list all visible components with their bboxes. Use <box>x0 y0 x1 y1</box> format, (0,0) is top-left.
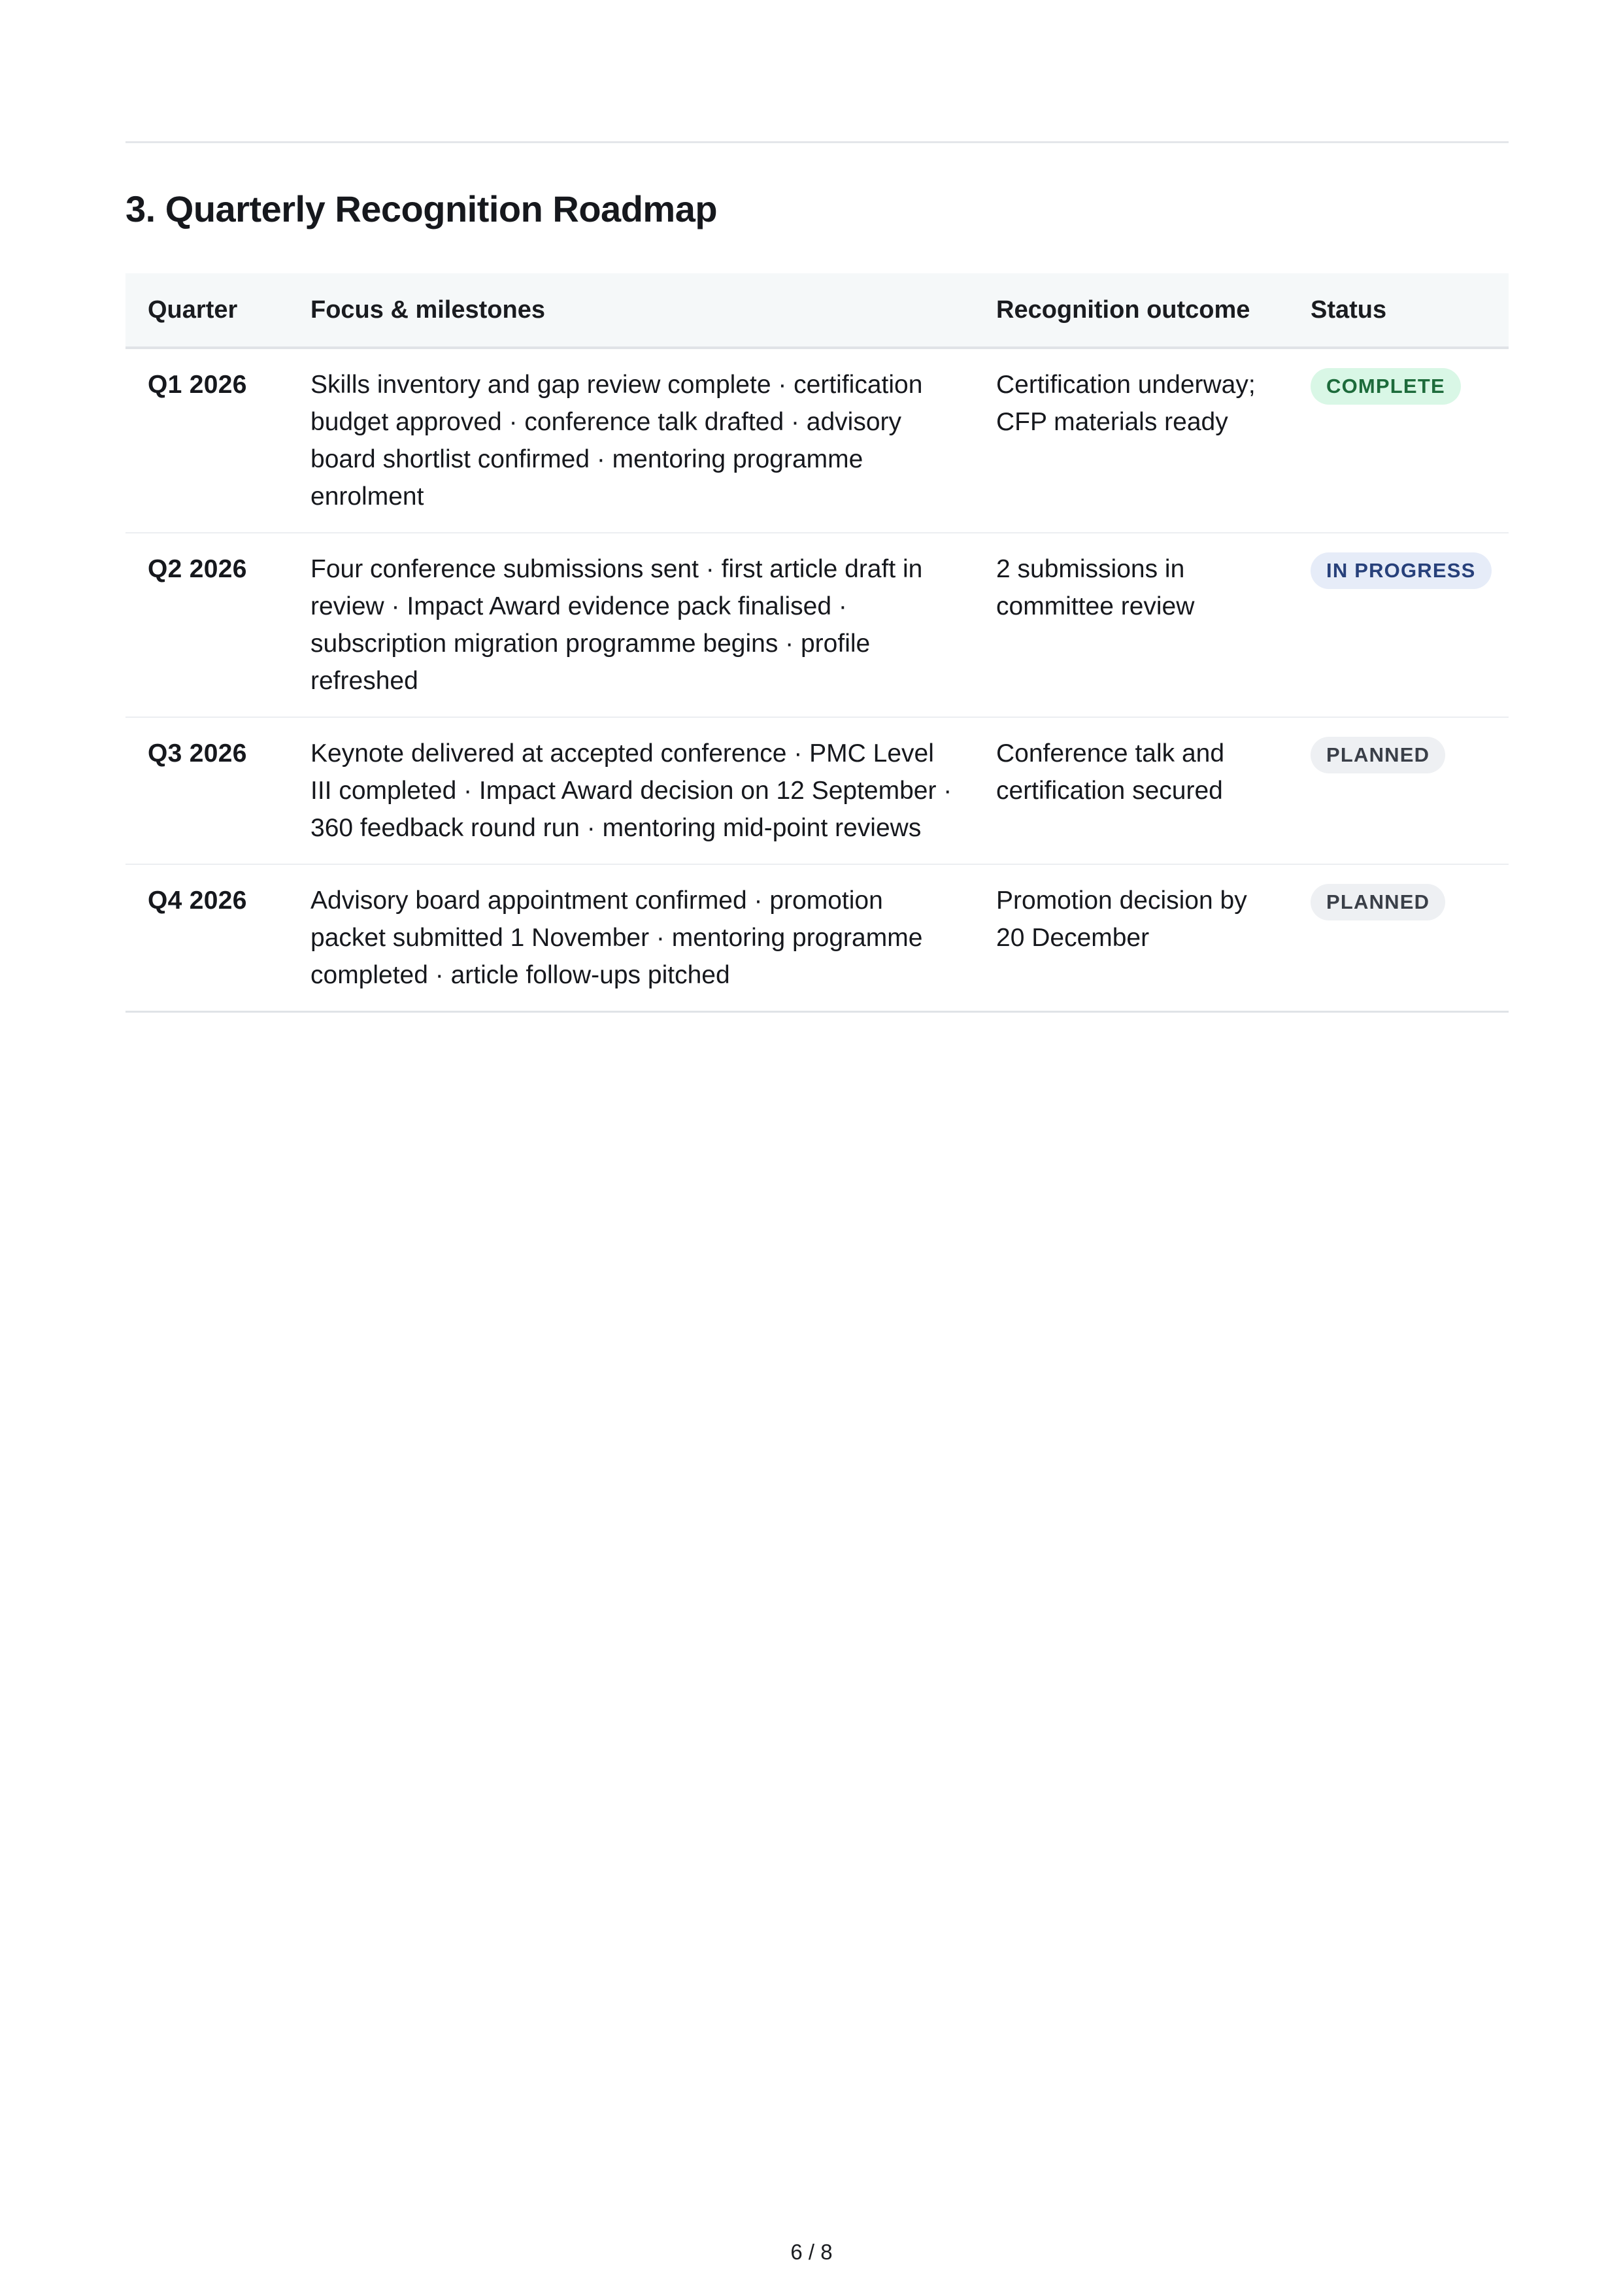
table-row <box>125 717 1509 864</box>
header-focus: Focus & milestones <box>288 273 974 348</box>
table-row <box>125 864 1509 1012</box>
focus-cell: Four conference submissions sent · first article draft in review · Impact Award evidence pack finalised · subscription migration programme begins · profile refreshed <box>288 533 974 717</box>
outcome-cell: 2 submissions in committee review <box>974 533 1288 717</box>
table-row <box>125 348 1509 533</box>
header-status: Status <box>1288 273 1509 348</box>
status-badge: COMPLETE <box>1311 368 1461 405</box>
quarter-cell: Q1 2026 <box>125 348 288 533</box>
outcome-cell: Promotion decision by 20 December <box>974 864 1288 1012</box>
section-title: 3. Quarterly Recognition Roadmap <box>125 188 718 229</box>
table-header-row <box>125 273 1509 348</box>
focus-cell: Keynote delivered at accepted conference · PMC Level III completed · Impact Award decision on 12 September · 360 feedback round run · mentoring mid-point reviews <box>288 717 974 864</box>
status-cell <box>1288 348 1509 533</box>
focus-cell: Skills inventory and gap review complete · certification budget approved · conference talk drafted · advisory board shortlist confirmed · mentoring programme enrolment <box>288 348 974 533</box>
status-badge: PLANNED <box>1311 884 1445 920</box>
outcome-cell: Certification underway; CFP materials ready <box>974 348 1288 533</box>
quarter-cell: Q2 2026 <box>125 533 288 717</box>
page-number: 6 / 8 <box>790 2240 833 2264</box>
status-cell <box>1288 533 1509 717</box>
status-cell <box>1288 717 1509 864</box>
roadmap-table <box>125 273 1509 1013</box>
outcome-cell: Conference talk and certification secured <box>974 717 1288 864</box>
header-outcome: Recognition outcome <box>974 273 1288 348</box>
quarter-cell: Q4 2026 <box>125 864 288 1012</box>
top-divider <box>125 141 1509 143</box>
table-row <box>125 533 1509 717</box>
header-quarter: Quarter <box>125 273 288 348</box>
status-badge: PLANNED <box>1311 737 1445 773</box>
quarter-cell: Q3 2026 <box>125 717 288 864</box>
focus-cell: Advisory board appointment confirmed · promotion packet submitted 1 November · mentoring programme completed · article follow-ups pitched <box>288 864 974 1012</box>
status-cell <box>1288 864 1509 1012</box>
status-badge: IN PROGRESS <box>1311 552 1492 589</box>
